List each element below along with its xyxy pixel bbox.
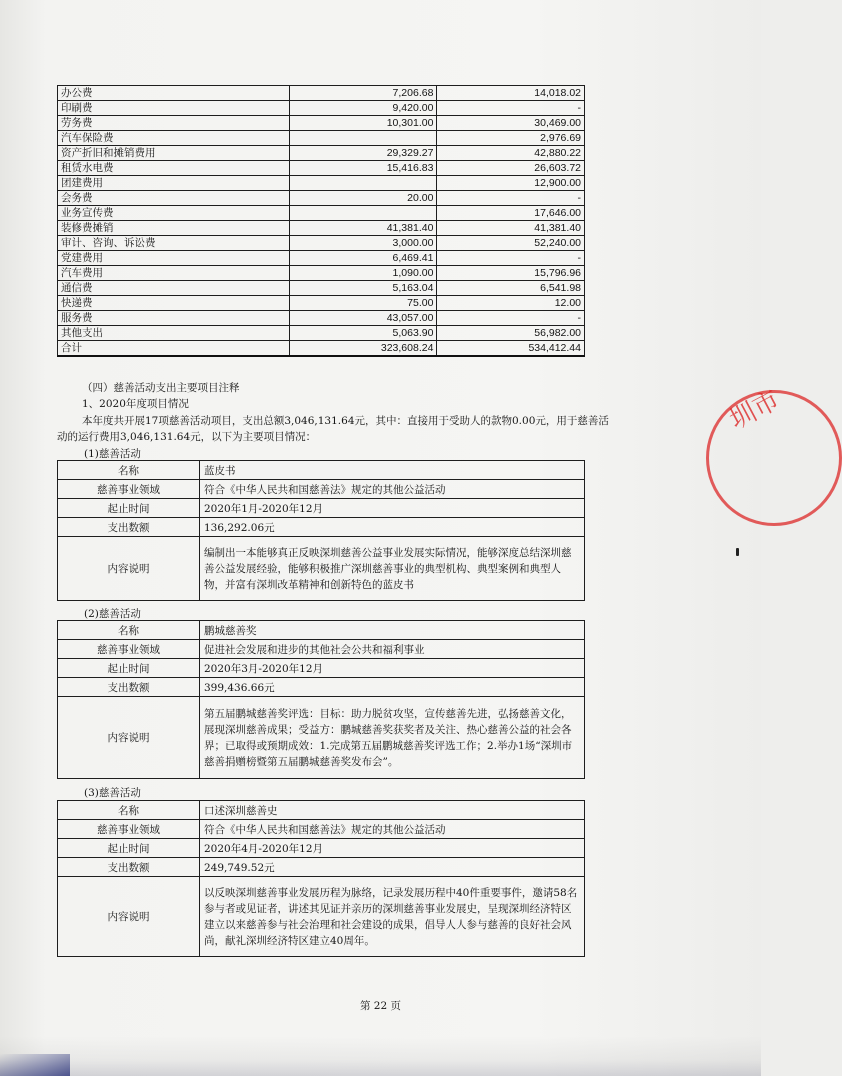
- expense-current: 41,381.40: [289, 221, 437, 236]
- activity-title: (1)慈善活动: [84, 448, 141, 460]
- expense-current: 75.00: [289, 296, 437, 311]
- expense-current: [289, 176, 437, 191]
- expense-name: 团建费用: [58, 176, 290, 191]
- expense-current: 5,063.90: [289, 326, 437, 341]
- period-value: 2020年1月-2020年12月: [200, 499, 585, 518]
- expense-row: [58, 251, 585, 266]
- activity-table: [57, 800, 585, 957]
- name-label: 名称: [58, 621, 200, 640]
- period-value: 2020年3月-2020年12月: [200, 659, 585, 678]
- period-label: 起止时间: [58, 499, 200, 518]
- expense-name: 会务费: [58, 191, 290, 206]
- ink-mark: [736, 548, 739, 556]
- expense-previous: 6,541.98: [437, 281, 585, 296]
- section-heading: （四）慈善活动支出主要项目注释: [82, 382, 240, 394]
- expense-previous: -: [437, 311, 585, 326]
- name-label: 名称: [58, 461, 200, 480]
- expense-row: [58, 281, 585, 296]
- expense-name: 资产折旧和摊销费用: [58, 146, 290, 161]
- field-value: 符合《中华人民共和国慈善法》规定的其他公益活动: [200, 820, 585, 839]
- expense-previous: -: [437, 191, 585, 206]
- expense-name: 办公费: [58, 86, 290, 101]
- summary-line-1: 本年度共开展17项慈善活动项目，支出总额3,046,131.64元，其中：直接用于受助人的款物0.00元，用于慈善活: [82, 415, 609, 427]
- expense-row: [58, 326, 585, 341]
- expense-previous: 534,412.44: [437, 341, 585, 357]
- description-value: 第五届鹏城慈善奖评选：目标：助力脱贫攻坚，宣传慈善先进，弘扬慈善文化，展现深圳慈善成果；受益方：鹏城慈善奖获奖者及关注、热心慈善公益的社会各界；已取得或预期成效：1.完成第五届鹏城慈善奖评选工作；2.举办1场“深圳市慈善捐赠榜暨第五届鹏城慈善奖发布会”。: [200, 697, 585, 779]
- expense-name: 装修费摊销: [58, 221, 290, 236]
- expense-previous: 42,880.22: [437, 146, 585, 161]
- period-label: 起止时间: [58, 659, 200, 678]
- expense-previous: 41,381.40: [437, 221, 585, 236]
- description-label: 内容说明: [58, 537, 200, 601]
- expense-row: [58, 206, 585, 221]
- page-shadow: [0, 1036, 761, 1076]
- name-value: 口述深圳慈善史: [200, 801, 585, 820]
- amount-value: 399,436.66元: [200, 678, 585, 697]
- activity-title: (3)慈善活动: [84, 787, 141, 799]
- expense-current: 15,416.83: [289, 161, 437, 176]
- expense-previous: 52,240.00: [437, 236, 585, 251]
- expense-previous: -: [437, 101, 585, 116]
- description-label: 内容说明: [58, 697, 200, 779]
- activity-title: (2)慈善活动: [84, 608, 141, 620]
- total-row: [58, 341, 585, 357]
- expense-row: [58, 236, 585, 251]
- amount-label: 支出数额: [58, 858, 200, 877]
- description-label: 内容说明: [58, 877, 200, 957]
- expense-name: 通信费: [58, 281, 290, 296]
- expense-previous: 26,603.72: [437, 161, 585, 176]
- expense-current: 43,057.00: [289, 311, 437, 326]
- field-label: 慈善事业领域: [58, 480, 200, 499]
- expense-name: 其他支出: [58, 326, 290, 341]
- period-value: 2020年4月-2020年12月: [200, 839, 585, 858]
- expense-previous: 56,982.00: [437, 326, 585, 341]
- expense-name: 审计、咨询、诉讼费: [58, 236, 290, 251]
- field-value: 符合《中华人民共和国慈善法》规定的其他公益活动: [200, 480, 585, 499]
- expense-row: [58, 116, 585, 131]
- expense-current: 10,301.00: [289, 116, 437, 131]
- expense-current: 7,206.68: [289, 86, 437, 101]
- official-seal-text: 圳市: [724, 384, 785, 436]
- expense-name: 汽车保险费: [58, 131, 290, 146]
- scan-corner: [0, 1054, 70, 1076]
- name-value: 蓝皮书: [200, 461, 585, 480]
- name-label: 名称: [58, 801, 200, 820]
- description-value: 编制出一本能够真正反映深圳慈善公益事业发展实际情况，能够深度总结深圳慈善公益发展经验，能够积极推广深圳慈善事业的典型机构、典型案例和典型人物，并富有深圳改革精神和创新特色的蓝皮书: [200, 537, 585, 601]
- expense-previous: 14,018.02: [437, 86, 585, 101]
- expense-table: [57, 85, 585, 357]
- expense-current: 5,163.04: [289, 281, 437, 296]
- expense-name: 劳务费: [58, 116, 290, 131]
- expense-previous: 12.00: [437, 296, 585, 311]
- expense-current: 20.00: [289, 191, 437, 206]
- amount-value: 136,292.06元: [200, 518, 585, 537]
- expense-row: [58, 221, 585, 236]
- expense-name: 业务宣传费: [58, 206, 290, 221]
- amount-label: 支出数额: [58, 518, 200, 537]
- expense-current: 9,420.00: [289, 101, 437, 116]
- amount-label: 支出数额: [58, 678, 200, 697]
- subheading: 1、2020年度项目情况: [82, 398, 189, 410]
- expense-current: 323,608.24: [289, 341, 437, 357]
- period-label: 起止时间: [58, 839, 200, 858]
- expense-name: 党建费用: [58, 251, 290, 266]
- page-number: 第 22 页: [359, 1000, 402, 1012]
- field-label: 慈善事业领域: [58, 820, 200, 839]
- expense-name: 服务费: [58, 311, 290, 326]
- expense-previous: 2,976.69: [437, 131, 585, 146]
- expense-row: [58, 86, 585, 101]
- activity-table: [57, 460, 585, 601]
- expense-row: [58, 146, 585, 161]
- expense-current: [289, 131, 437, 146]
- expense-name: 快递费: [58, 296, 290, 311]
- expense-row: [58, 101, 585, 116]
- expense-current: 6,469.41: [289, 251, 437, 266]
- expense-current: 3,000.00: [289, 236, 437, 251]
- expense-row: [58, 191, 585, 206]
- expense-previous: 17,646.00: [437, 206, 585, 221]
- expense-previous: 30,469.00: [437, 116, 585, 131]
- summary-line-2: 动的运行费用3,046,131.64元，以下为主要项目情况：: [57, 431, 317, 443]
- expense-row: [58, 311, 585, 326]
- expense-name: 汽车费用: [58, 266, 290, 281]
- description-value: 以反映深圳慈善事业发展历程为脉络，记录发展历程中40件重要事件，邀请58名参与者或见证者，讲述其见证并亲历的深圳慈善事业发展史，呈现深圳经济特区建立以来慈善参与社会治理和社会建设的成果，倡导人人参与慈善的良好社会风尚，献礼深圳经济特区建立40周年。: [200, 877, 585, 957]
- expense-current: [289, 206, 437, 221]
- expense-row: [58, 131, 585, 146]
- expense-name: 印刷费: [58, 101, 290, 116]
- amount-value: 249,749.52元: [200, 858, 585, 877]
- expense-previous: 12,900.00: [437, 176, 585, 191]
- expense-name: 合计: [58, 341, 290, 357]
- expense-current: 29,329.27: [289, 146, 437, 161]
- expense-row: [58, 176, 585, 191]
- expense-previous: -: [437, 251, 585, 266]
- expense-row: [58, 161, 585, 176]
- activity-table: [57, 620, 585, 779]
- field-value: 促进社会发展和进步的其他社会公共和福利事业: [200, 640, 585, 659]
- expense-previous: 15,796.96: [437, 266, 585, 281]
- expense-name: 租赁水电费: [58, 161, 290, 176]
- expense-row: [58, 266, 585, 281]
- name-value: 鹏城慈善奖: [200, 621, 585, 640]
- field-label: 慈善事业领域: [58, 640, 200, 659]
- expense-row: [58, 296, 585, 311]
- expense-current: 1,090.00: [289, 266, 437, 281]
